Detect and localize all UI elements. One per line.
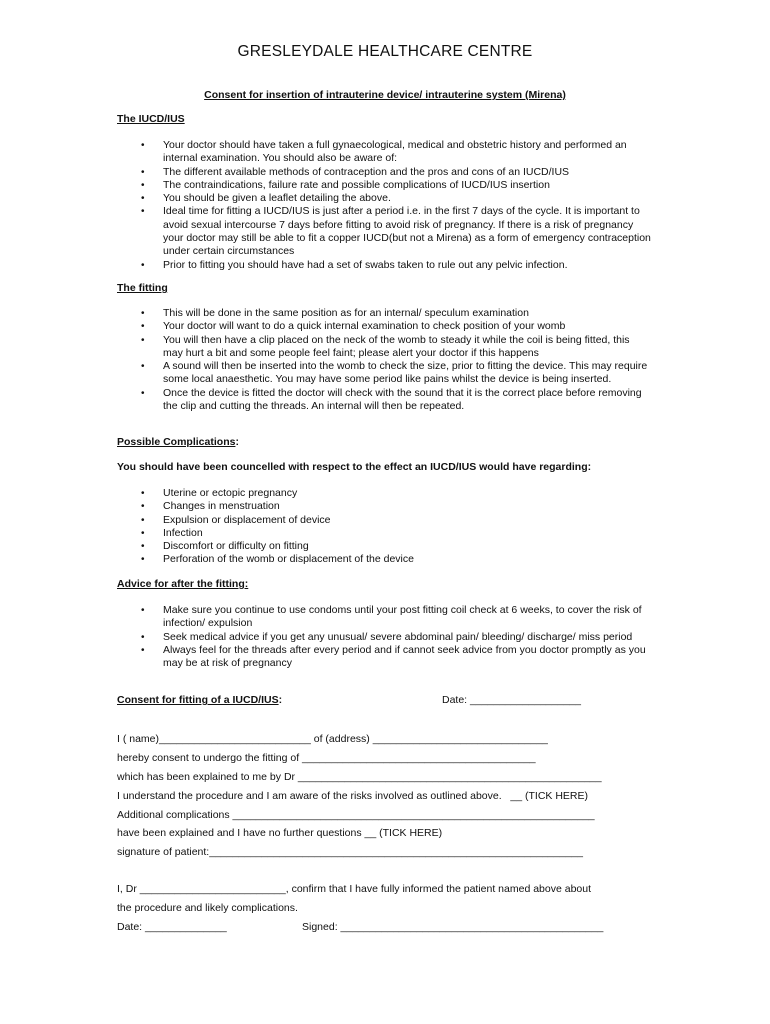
fitting-list bbox=[117, 307, 652, 413]
complications-list bbox=[117, 487, 652, 567]
list-item: • The different available methods of contraception and the pros and cons of an IUCD/IUS bbox=[117, 166, 652, 179]
section-heading-advice: Advice for after the fitting: bbox=[117, 578, 249, 590]
consent-date-field[interactable]: Date: ___________________ bbox=[442, 694, 581, 706]
list-item: • Your doctor should have taken a full gynaecological, medical and obstetric history and performed an internal examination. You should also be aware of: bbox=[117, 139, 652, 166]
list-item: • Prior to fitting you should have had a set of swabs taken to rule out any pelvic infection. bbox=[117, 259, 652, 272]
list-item: • A sound will then be inserted into the womb to check the size, prior to fitting the device. This may require some local anaesthetic. You may have some period like pains whilst the device is being inserted. bbox=[117, 360, 652, 387]
list-item: • Uterine or ectopic pregnancy bbox=[117, 487, 652, 500]
doctor-date-field[interactable]: Date: ______________ bbox=[117, 921, 227, 933]
explained-by-dr-field[interactable]: which has been explained to me by Dr ____________________________________________________ bbox=[117, 771, 602, 783]
complications-heading-text: Possible Complications bbox=[117, 436, 236, 448]
section-heading-complications bbox=[117, 436, 239, 448]
no-further-questions-tick-field[interactable]: have been explained and I have no further questions __ (TICK HERE) bbox=[117, 827, 443, 839]
document-title: GRESLEYDALE HEALTHCARE CENTRE bbox=[237, 43, 533, 60]
additional-complications-field[interactable]: Additional complications ______________________________________________________________ bbox=[117, 809, 595, 821]
section-heading-fitting: The fitting bbox=[117, 282, 168, 294]
list-item: • Ideal time for fitting a IUCD/IUS is just after a period i.e. in the first 7 days of the cycle. It is important to avoid sexual intercourse 7 days before fitting to avoid risk of pregnancy. If there is a risk of pregnancy your doctor may still be able to fit a copper IUCD(but not a Mirena) as a form of emergency contraception under certain circumstances bbox=[117, 205, 652, 258]
list-item: • You should be given a leaflet detailing the above. bbox=[117, 192, 652, 205]
complications-intro: You should have been councelled with respect to the effect an IUCD/IUS would have regarding: bbox=[117, 461, 592, 473]
doctor-confirmation-text: the procedure and likely complications. bbox=[117, 902, 298, 914]
consent-heading-colon: : bbox=[278, 694, 283, 706]
list-item: • The contraindications, failure rate and possible complications of IUCD/IUS insertion bbox=[117, 179, 652, 192]
list-item: • Your doctor will want to do a quick internal examination to check position of your womb bbox=[117, 320, 652, 333]
list-item: • Perforation of the womb or displacement of the device bbox=[117, 553, 652, 566]
advice-list bbox=[117, 604, 652, 670]
list-item: • Discomfort or difficulty on fitting bbox=[117, 540, 652, 553]
list-item: • Always feel for the threads after every period and if cannot seek advice from you doctor promptly as you may be at risk of pregnancy bbox=[117, 644, 652, 671]
fitting-of-field[interactable]: hereby consent to undergo the fitting of ________________________________________ bbox=[117, 752, 536, 764]
consent-heading bbox=[117, 694, 282, 706]
list-item: • Seek medical advice if you get any unusual/ severe abdominal pain/ bleeding/ discharge/ miss period bbox=[117, 631, 652, 644]
list-item: • You will then have a clip placed on the neck of the womb to steady it while the coil is being fitted, this may hurt a bit and some people feel faint; please alert your doctor if this happens bbox=[117, 334, 652, 361]
iucd-ius-list bbox=[117, 139, 652, 272]
list-item: • Expulsion or displacement of device bbox=[117, 514, 652, 527]
list-item: • Make sure you continue to use condoms until your post fitting coil check at 6 weeks, to cover the risk of infection/ expulsion bbox=[117, 604, 652, 631]
section-heading-iucd-ius: The IUCD/IUS bbox=[117, 113, 185, 125]
patient-name-address-field[interactable]: I ( name)__________________________ of (address) ______________________________ bbox=[117, 733, 548, 745]
list-item: • Infection bbox=[117, 527, 652, 540]
consent-heading-text: Consent for fitting of a IUCD/IUS bbox=[117, 694, 279, 706]
complications-heading-colon: : bbox=[235, 436, 239, 448]
patient-signature-field[interactable]: signature of patient:________________________________________________________________ bbox=[117, 846, 583, 858]
understand-risks-tick-field[interactable]: I understand the procedure and I am aware of the risks involved as outlined above. __ (TICK HERE) bbox=[117, 790, 588, 802]
list-item: • Changes in menstruation bbox=[117, 500, 652, 513]
list-item: • This will be done in the same position as for an internal/ speculum examination bbox=[117, 307, 652, 320]
doctor-signature-field[interactable]: Signed: _____________________________________________ bbox=[302, 921, 604, 933]
doctor-confirmation-field[interactable]: I, Dr _________________________, confirm that I have fully informed the patient named above about bbox=[117, 883, 592, 895]
document-subtitle: Consent for insertion of intrauterine device/ intrauterine system (Mirena) bbox=[204, 89, 566, 101]
list-item: • Once the device is fitted the doctor will check with the sound that it is the correct place before removing the clip and cutting the threads. An internal will then be repeated. bbox=[117, 387, 652, 414]
